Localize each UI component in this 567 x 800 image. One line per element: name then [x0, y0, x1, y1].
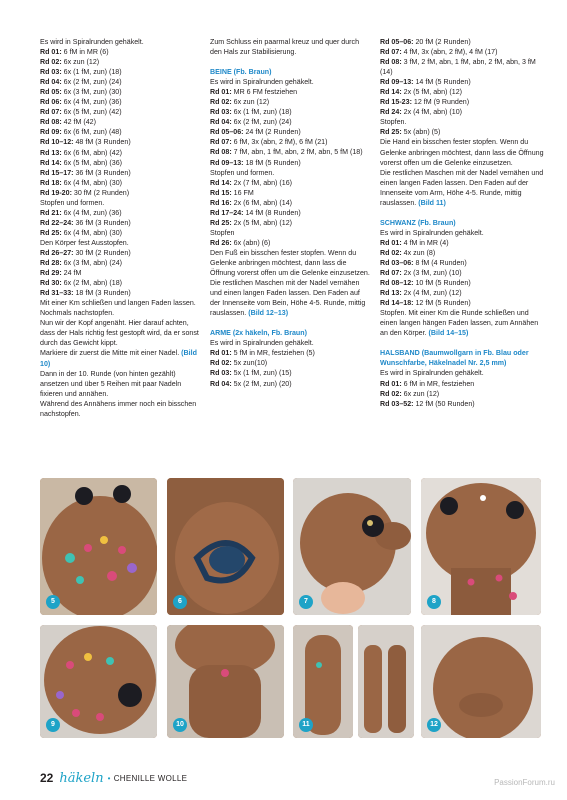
instruction-body: 6x (5 fM, abn) (36) — [61, 158, 123, 167]
instruction-text — [40, 399, 200, 419]
instruction-body: 6x zun (12) — [231, 98, 270, 107]
instruction-body: 5x (abn) (5) — [401, 128, 441, 137]
instruction-body: 16 FM — [231, 188, 254, 197]
instruction-text — [40, 369, 200, 399]
instruction-row — [210, 127, 370, 137]
round-label: Rd 08: — [380, 58, 402, 67]
instruction-text — [380, 368, 545, 378]
magazine-brand: häkeln — [59, 770, 104, 786]
round-label: Rd 21: — [40, 208, 62, 217]
instruction-row — [210, 117, 370, 127]
paragraph-gap — [210, 57, 370, 67]
instruction-row — [380, 77, 545, 87]
round-label: Rd 02: — [380, 389, 402, 398]
instruction-text — [380, 168, 545, 208]
instruction-body: 10 fM (5 Runden) — [413, 279, 471, 288]
instruction-body: 6x (1 fM, zun) (18) — [231, 108, 292, 117]
round-label: Rd 01: — [210, 88, 232, 97]
photo-number-badge: 10 — [173, 718, 187, 732]
instruction-row — [210, 368, 370, 378]
round-label: Rd 14–18: — [380, 299, 414, 308]
instruction-body: Zum Schluss ein paarmal kreuz und quer durch den Hals zur Stabilisierung. — [210, 38, 360, 57]
instruction-body: Stopfen. — [380, 118, 407, 127]
instruction-text — [210, 338, 370, 348]
photo-number-badge: 7 — [299, 595, 313, 609]
instruction-body: 36 fM (3 Runden) — [73, 218, 131, 227]
photo-11 — [293, 625, 353, 738]
round-label: Rd 13: — [40, 148, 62, 157]
text-column-2 — [210, 37, 370, 389]
instruction-body: 6x (4 fM, zun) (36) — [61, 98, 122, 107]
instruction-body: 12 fM (5 Runden) — [413, 299, 471, 308]
instruction-row — [210, 97, 370, 107]
instruction-body: 6x (2 fM, abn) (18) — [61, 279, 123, 288]
instruction-body: 6x (6 fM, abn) (42) — [61, 148, 123, 157]
instruction-body: Mit einer Km schließen und langen Faden lassen. Nochmals nachstopfen. — [40, 299, 196, 318]
instruction-body: 5 fM in MR, festziehen (5) — [231, 349, 315, 358]
photo-12 — [421, 625, 541, 738]
round-label: Rd 25: — [40, 228, 62, 237]
instruction-row — [380, 389, 545, 399]
instruction-row — [40, 127, 200, 137]
instruction-body: Stopfen. Mit einer Km die Runde schließen und einen langen hängen Faden lassen, zum Annähen an den Körper. — [380, 309, 539, 338]
instruction-body: 2x (4 fM, abn) (10) — [401, 108, 463, 117]
round-label: Rd 01: — [380, 379, 402, 388]
instruction-body: 6x zun (12) — [61, 58, 100, 67]
instruction-body: Es wird in Spiralrunden gehäkelt. — [210, 339, 314, 348]
instruction-body: Den Fuß ein bisschen fester stopfen. Wenn du Gelenke anbringen möchtest, dann lass die Öffnung vorerst offen um die Gelenke einzusetzen. — [210, 248, 370, 278]
instruction-row — [210, 147, 370, 157]
round-label: Rd 14: — [40, 158, 62, 167]
text-column-1 — [40, 37, 200, 419]
photo-number-badge: 12 — [427, 718, 441, 732]
instruction-row — [210, 358, 370, 368]
instruction-row — [40, 178, 200, 188]
photo-7 — [293, 478, 411, 615]
instruction-row — [380, 57, 545, 77]
round-label: Rd 24: — [380, 108, 402, 117]
round-label: Rd 31–33: — [40, 289, 74, 298]
instruction-row — [380, 268, 545, 278]
photo-8 — [421, 478, 541, 615]
instruction-row — [40, 218, 200, 228]
photo-10 — [167, 625, 284, 738]
round-label: Rd 22–24: — [40, 218, 74, 227]
instruction-body: 6 fM, 3x (abn, 2 fM), 6 fM (21) — [231, 138, 328, 147]
watermark: PassionForum.ru — [494, 778, 555, 787]
instruction-body: 6x (2 fM, zun) (24) — [61, 78, 122, 87]
head-pins-icon — [40, 478, 157, 615]
round-label: Rd 28: — [40, 259, 62, 268]
instruction-row — [380, 47, 545, 57]
instruction-row — [40, 137, 200, 147]
instruction-text — [40, 298, 200, 318]
round-label: Rd 08: — [40, 118, 62, 127]
instruction-row — [40, 278, 200, 288]
section-heading: BEINE (Fb. Braun) — [210, 68, 272, 77]
instruction-row — [40, 208, 200, 218]
photo-number-badge: 11 — [299, 718, 313, 732]
instruction-body: Den Körper fest Ausstopfen. — [40, 238, 129, 247]
instruction-row — [210, 218, 370, 228]
instruction-body: Während des Annähens immer noch ein bisschen nachstopfen. — [40, 399, 197, 418]
instruction-row — [40, 87, 200, 97]
round-label: Rd 03–52: — [380, 399, 414, 408]
instruction-body: 2x (6 fM, abn) (14) — [231, 198, 293, 207]
instruction-body: 6x (3 fM, zun) (30) — [61, 88, 122, 97]
round-label: Rd 04: — [210, 379, 232, 388]
instruction-body: 6x (5 fM, zun) (42) — [61, 108, 122, 117]
photo-5 — [40, 478, 157, 615]
instruction-row — [40, 97, 200, 107]
instruction-body: 6x (6 fM, zun) (48) — [61, 128, 122, 137]
instruction-body: 4 fM, 3x (abn, 2 fM), 4 fM (17) — [401, 48, 498, 57]
round-label: Rd 06: — [40, 98, 62, 107]
instruction-row — [40, 47, 200, 57]
instruction-body: 2x (7 fM, abn) (16) — [231, 178, 293, 187]
instruction-body: Stopfen — [210, 228, 235, 237]
round-label: Rd 09: — [40, 128, 62, 137]
instruction-body: Stopfen und formen. — [40, 198, 105, 207]
instruction-text — [380, 117, 545, 127]
instruction-row — [210, 238, 370, 248]
round-label: Rd 08: — [210, 148, 232, 157]
round-label: Rd 26: — [210, 238, 232, 247]
instruction-body: 2x (3 fM, zun) (10) — [401, 269, 462, 278]
instruction-body: Die restlichen Maschen mit der Nadel vernähen und einen langen Faden lassen. Den Faden auf der Innenseite vom Bein, Höhe 4-5. Runde, mittig rauslassen. — [210, 279, 366, 318]
instruction-body: Dann in der 10. Runde (von hinten gezählt) ansetzen und über 5 Reihen mit paar Nadeln fixieren und annähen. — [40, 369, 182, 398]
instruction-body: Nun wir der Kopf angenäht. Hier darauf achten, dass der Hals richtig fest gestopft wird, da er sonst durch das Gewicht kippt. — [40, 319, 199, 348]
instruction-body: 4 fM in MR (4) — [401, 238, 449, 247]
instruction-body: Stopfen und formen. — [210, 168, 275, 177]
round-label: Rd 04: — [210, 118, 232, 127]
photo-6 — [167, 478, 284, 615]
instruction-body: 6x (4 fM, abn) (30) — [61, 228, 123, 237]
round-label: Rd 15: — [210, 188, 232, 197]
instruction-row — [40, 117, 200, 127]
round-label: Rd 16: — [210, 198, 232, 207]
instruction-row — [210, 379, 370, 389]
head-side-icon — [293, 478, 411, 615]
text-column-3 — [380, 37, 545, 409]
instruction-row — [380, 37, 545, 47]
round-label: Rd 05–06: — [380, 38, 414, 46]
round-label: Rd 25: — [210, 218, 232, 227]
round-label: Rd 08–12: — [380, 279, 414, 288]
round-label: Rd 29: — [40, 269, 62, 278]
section-heading: HALSBAND (Baumwollgarn in Fb. Blau oder Wunschfarbe, Häkelnadel Nr. 2,5 mm) — [380, 349, 529, 368]
legs-icon — [358, 625, 414, 738]
round-label: Rd 07: — [210, 138, 232, 147]
instruction-body: Es wird in Spiralrunden gehäkelt. — [40, 38, 144, 46]
round-label: Rd 01: — [380, 238, 402, 247]
paragraph-gap — [210, 318, 370, 328]
instruction-row — [40, 158, 200, 168]
instruction-row — [380, 127, 545, 137]
instruction-body: 12 fM (9 Runden) — [411, 98, 470, 107]
instruction-body: Es wird in Spiralrunden gehäkelt. — [210, 78, 314, 87]
instruction-body: 6x (1 fM, zun) (18) — [61, 68, 122, 77]
instruction-row — [210, 198, 370, 208]
round-label: Rd 02: — [380, 248, 402, 257]
instruction-row — [40, 168, 200, 178]
instruction-text — [40, 238, 200, 248]
instruction-body: Markiere dir zuerst die Mitte mit einer Nadel. — [40, 349, 182, 358]
instruction-body: 42 fM (42) — [61, 118, 96, 127]
instruction-body: Die restlichen Maschen mit der Nadel vernähen und einen langen Faden lassen. Den Faden auf der Innenseite vom Arm, Höhe 4-5. Runde, mittig rauslassen. — [380, 168, 544, 207]
instruction-text — [210, 168, 370, 178]
instruction-body: 48 fM (3 Runden) — [73, 138, 131, 147]
instruction-row — [210, 107, 370, 117]
paragraph-gap — [380, 338, 545, 348]
instruction-row — [40, 57, 200, 67]
instruction-row — [380, 97, 545, 107]
instruction-body: 6x (2 fM, zun) (24) — [231, 118, 292, 127]
footer-separator: • — [107, 773, 111, 783]
round-label: Rd 07: — [380, 269, 402, 278]
round-label: Rd 15-23: — [380, 98, 412, 107]
image-reference: (Bild 11) — [418, 198, 446, 207]
round-label: Rd 05–06: — [210, 128, 244, 137]
instruction-body: 8 fM (4 Runden) — [413, 258, 467, 267]
instruction-row — [210, 188, 370, 198]
instruction-row — [380, 238, 545, 248]
section-heading: SCHWANZ (Fb. Braun) — [380, 218, 456, 227]
instruction-text — [210, 37, 370, 57]
round-label: Rd 03: — [40, 68, 62, 77]
round-label: Rd 01: — [40, 48, 62, 57]
instruction-body: 2x (4 fM, zun) (12) — [401, 289, 462, 298]
instruction-body: Es wird in Spiralrunden gehäkelt. — [380, 228, 484, 237]
round-label: Rd 07: — [380, 48, 402, 57]
page-footer — [40, 770, 187, 786]
photo-9 — [40, 625, 157, 738]
instruction-text — [40, 318, 200, 348]
round-label: Rd 17–24: — [210, 208, 244, 217]
round-label: Rd 30: — [40, 279, 62, 288]
instruction-body: 24 fM — [61, 269, 82, 278]
round-label: Rd 14: — [380, 88, 402, 97]
instruction-row — [210, 208, 370, 218]
instruction-body: 18 fM (3 Runden) — [73, 289, 131, 298]
instruction-row — [380, 248, 545, 258]
photo-number-badge: 8 — [427, 595, 441, 609]
round-label: Rd 03: — [210, 369, 232, 378]
instruction-row — [40, 228, 200, 238]
round-label: Rd 02: — [210, 359, 232, 368]
instruction-body: 7 fM, abn, 1 fM, abn, 2 fM, abn, 5 fM (18) — [231, 148, 363, 157]
instruction-body: 5x (2 fM, zun) (20) — [231, 379, 292, 388]
round-label: Rd 19-20: — [40, 188, 72, 197]
photo-number-badge: 9 — [46, 718, 60, 732]
instruction-row — [40, 67, 200, 77]
instruction-row — [40, 268, 200, 278]
instruction-row — [380, 298, 545, 308]
instruction-row — [40, 188, 200, 198]
round-label: Rd 01: — [210, 349, 232, 358]
photo-number-badge: 6 — [173, 595, 187, 609]
instruction-row — [380, 278, 545, 288]
instruction-row — [210, 348, 370, 358]
round-label: Rd 07: — [40, 108, 62, 117]
instruction-body: 3 fM, 2 fM, abn, 1 fM, abn, 2 fM, abn, 3 fM (14) — [380, 58, 536, 77]
instruction-body: 36 fM (3 Runden) — [73, 168, 131, 177]
paragraph-gap — [380, 208, 545, 218]
instruction-text — [40, 37, 200, 47]
round-label: Rd 09–13: — [380, 78, 414, 87]
instruction-body: 6x (3 fM, abn) (24) — [61, 259, 123, 268]
photo-number-badge: 5 — [46, 595, 60, 609]
instruction-body: Die Hand ein bisschen fester stopfen. Wenn du Gelenke anbringen möchtest, dann lass die Öffnung vorerst offen um die Gelenke einzusetzen. — [380, 138, 544, 167]
round-label: Rd 09–13: — [210, 158, 244, 167]
image-reference: (Bild 14–15) — [428, 329, 469, 338]
round-label: Rd 13: — [380, 289, 402, 298]
round-label: Rd 18: — [40, 178, 62, 187]
instruction-body: 24 fM (2 Runden) — [243, 128, 301, 137]
round-label: Rd 10–12: — [40, 138, 74, 147]
instruction-body: 5x zun(10) — [231, 359, 268, 368]
instruction-row — [380, 399, 545, 409]
instruction-body: 30 fM (2 Runden) — [71, 188, 130, 197]
instruction-row — [40, 288, 200, 298]
instruction-body: 6 fM in MR, festziehen — [401, 379, 475, 388]
instruction-body: 14 fM (8 Runden) — [243, 208, 301, 217]
instruction-body: 30 fM (2 Runden) — [73, 248, 131, 257]
section-heading: ARME (2x häkeln, Fb. Braun) — [210, 329, 307, 338]
round-label: Rd 03: — [210, 108, 232, 117]
round-label: Rd 03–06: — [380, 258, 414, 267]
round-label: Rd 02: — [40, 58, 62, 67]
instruction-body: 6x zun (12) — [401, 389, 440, 398]
instruction-row — [210, 87, 370, 97]
instruction-row — [210, 158, 370, 168]
instruction-text — [380, 137, 545, 167]
page-number: 22 — [40, 771, 54, 785]
instruction-row — [210, 178, 370, 188]
round-label: Rd 04: — [40, 78, 62, 87]
round-label: Rd 02: — [210, 98, 232, 107]
instruction-body: 5x (1 fM, zun) (15) — [231, 369, 292, 378]
instruction-row — [380, 288, 545, 298]
photo-12a — [358, 625, 414, 738]
instruction-text — [40, 198, 200, 208]
issue-title: CHENILLE WOLLE — [113, 773, 188, 783]
instruction-body: 6x (abn) (6) — [231, 238, 271, 247]
instruction-body: 2x (5 fM, abn) (12) — [401, 88, 463, 97]
round-label: Rd 26–27: — [40, 248, 74, 257]
round-label: Rd 25: — [380, 128, 402, 137]
snout-thread-icon — [167, 478, 284, 615]
instruction-row — [40, 248, 200, 258]
instruction-body: 4x zun (8) — [401, 248, 436, 257]
instruction-body: MR 6 FM festziehen — [231, 88, 298, 97]
instruction-row — [380, 87, 545, 97]
instruction-body: 6x (4 fM, abn) (30) — [61, 178, 123, 187]
instruction-body: 6 fM in MR (6) — [61, 48, 109, 57]
instruction-row — [380, 379, 545, 389]
instruction-body: 18 fM (5 Runden) — [243, 158, 301, 167]
instruction-text — [210, 228, 370, 238]
round-label: Rd 05: — [40, 88, 62, 97]
instruction-row — [40, 107, 200, 117]
instruction-body: 20 fM (2 Runden) — [413, 38, 471, 46]
instruction-text — [210, 77, 370, 87]
instruction-row — [210, 137, 370, 147]
instruction-row — [40, 148, 200, 158]
instruction-row — [40, 77, 200, 87]
instruction-text — [40, 348, 200, 368]
instruction-body: Es wird in Spiralrunden gehäkelt. — [380, 369, 484, 378]
head-neck-pins-icon — [421, 478, 541, 615]
instruction-text — [380, 308, 545, 338]
instruction-body: 2x (5 fM, abn) (12) — [231, 218, 293, 227]
instruction-text — [210, 248, 370, 278]
instruction-text — [210, 278, 370, 318]
instruction-row — [380, 258, 545, 268]
image-reference: (Bild 10) — [40, 349, 197, 368]
round-label: Rd 14: — [210, 178, 232, 187]
instruction-body: 6x (4 fM, zun) (36) — [61, 208, 122, 217]
instruction-body: 14 fM (5 Runden) — [413, 78, 471, 87]
round-label: Rd 15–17: — [40, 168, 74, 177]
instruction-row — [380, 107, 545, 117]
instruction-row — [40, 258, 200, 268]
image-reference: (Bild 12–13) — [248, 309, 289, 318]
instruction-body: 12 fM (50 Runden) — [413, 399, 475, 408]
instruction-text — [380, 228, 545, 238]
